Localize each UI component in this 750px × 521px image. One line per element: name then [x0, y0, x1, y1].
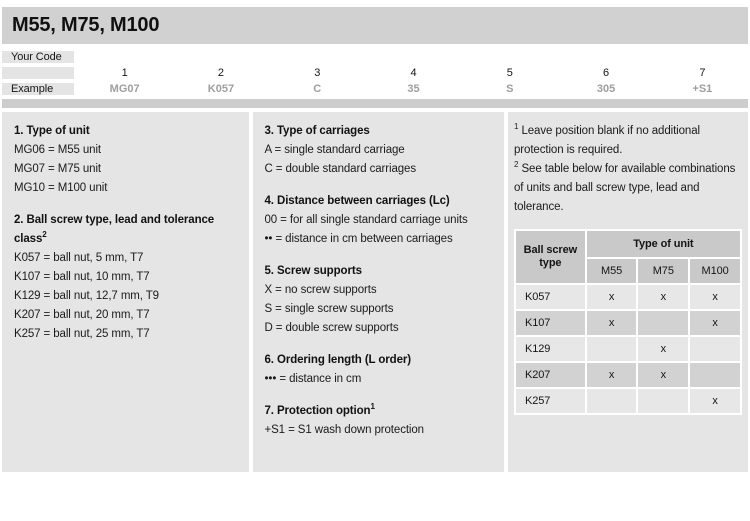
- availability-mark: [638, 311, 688, 335]
- legend-column-3: [508, 112, 748, 472]
- legend-item: K129 = ball nut, 12,7 mm, T9: [14, 290, 159, 302]
- table-row: [516, 285, 740, 309]
- availability-mark: x: [638, 285, 688, 309]
- your-code-cell: [175, 51, 266, 63]
- position-number: 3: [314, 67, 321, 79]
- legend-item: K207 = ball nut, 20 mm, T7: [14, 309, 150, 321]
- table-row: [516, 389, 740, 413]
- example-value: 305: [596, 83, 616, 95]
- screw-type-cell: K107: [516, 311, 585, 335]
- combination-table: [514, 229, 742, 415]
- unit-header-m75: M75: [638, 259, 688, 283]
- availability-mark: [638, 389, 688, 413]
- legend-item: ••• = distance in cm: [264, 373, 362, 385]
- legend-column-2: [253, 112, 505, 472]
- legend-item: D = double screw supports: [264, 322, 399, 334]
- position-number: 4: [410, 67, 417, 79]
- example-value: 35: [407, 83, 420, 95]
- table-row: [516, 337, 740, 361]
- section-heading: [14, 211, 241, 249]
- legend-item: 00 = for all single standard carriage units: [264, 214, 468, 226]
- legend-column-1: [2, 112, 249, 472]
- section-heading: [265, 351, 497, 370]
- availability-mark: x: [690, 389, 740, 413]
- section-heading-sup: 2: [42, 230, 47, 240]
- your-code-label: Your Code: [2, 51, 74, 63]
- page-title: M55, M75, M100: [12, 14, 160, 36]
- footnote-2: [514, 160, 742, 217]
- unit-header-m100: M100: [690, 259, 740, 283]
- legend-item: S = single screw supports: [264, 303, 394, 315]
- position-number: 2: [217, 67, 224, 79]
- section-ordering-length: [265, 351, 497, 389]
- example-value: C: [313, 83, 322, 95]
- footnote-marker: 1: [514, 122, 519, 132]
- legend-item: A = single standard carriage: [264, 144, 405, 156]
- availability-mark: [690, 363, 740, 387]
- availability-mark: x: [690, 285, 740, 309]
- legend-item: K107 = ball nut, 10 mm, T7: [14, 271, 150, 283]
- combination-table-wrap: [514, 229, 742, 415]
- section-heading-text: 5. Screw supports: [264, 265, 362, 277]
- legend-item: MG06 = M55 unit: [14, 144, 102, 156]
- section-type-of-unit: [14, 122, 241, 198]
- example-value: K057: [207, 83, 235, 95]
- your-code-cell: [368, 51, 459, 63]
- ordering-code-table: [2, 51, 748, 95]
- legend-item: C = double standard carriages: [264, 163, 416, 175]
- availability-mark: [587, 389, 637, 413]
- section-heading: [265, 192, 497, 211]
- title-bar: [2, 7, 748, 44]
- position-number: 6: [603, 67, 610, 79]
- screw-type-cell: K057: [516, 285, 585, 309]
- footnote-text: See table below for available combinations of units and ball screw type, lead and tolerance.: [514, 163, 736, 213]
- legend-item: •• = distance in cm between carriages: [264, 233, 453, 245]
- availability-mark: [690, 337, 740, 361]
- position-number: 1: [121, 67, 128, 79]
- ball-screw-type-header: Ball screw type: [516, 231, 585, 283]
- availability-mark: x: [587, 363, 637, 387]
- position-number: 7: [699, 67, 706, 79]
- availability-mark: x: [690, 311, 740, 335]
- screw-type-cell: K129: [516, 337, 585, 361]
- section-heading-text: 1. Type of unit: [14, 125, 90, 137]
- section-heading: [265, 262, 497, 281]
- availability-mark: [587, 337, 637, 361]
- your-code-cell: [657, 51, 748, 63]
- section-heading: [14, 122, 241, 141]
- legend-body: [2, 112, 748, 472]
- section-heading-sup: 1: [370, 402, 375, 412]
- section-heading-text: 6. Ordering length (L order): [264, 354, 411, 366]
- example-value: +S1: [692, 83, 713, 95]
- availability-mark: x: [587, 311, 637, 335]
- section-heading: [265, 122, 497, 141]
- legend-item: +S1 = S1 wash down protection: [264, 424, 424, 436]
- section-distance-between-carriages: [265, 192, 497, 249]
- screw-type-cell: K207: [516, 363, 585, 387]
- table-row: [516, 363, 740, 387]
- example-label: Example: [2, 83, 74, 95]
- section-heading-text: 3. Type of carriages: [264, 125, 370, 137]
- position-row-spacer: [2, 67, 74, 79]
- separator-band: [2, 99, 748, 108]
- section-heading: [265, 402, 497, 421]
- footnote-marker: 2: [514, 160, 519, 170]
- legend-item: MG10 = M100 unit: [14, 182, 108, 194]
- your-code-cell: [560, 51, 651, 63]
- your-code-cell: [79, 51, 170, 63]
- legend-item: K257 = ball nut, 25 mm, T7: [14, 328, 150, 340]
- example-value: MG07: [109, 83, 140, 95]
- unit-header-m55: M55: [587, 259, 637, 283]
- section-heading-text: 4. Distance between carriages (Lc): [264, 195, 450, 207]
- type-of-unit-header: Type of unit: [587, 231, 740, 257]
- availability-mark: x: [587, 285, 637, 309]
- section-screw-supports: [265, 262, 497, 338]
- legend-item: MG07 = M75 unit: [14, 163, 102, 175]
- footnote-text: Leave position blank if no additional protection is required.: [514, 125, 700, 156]
- availability-mark: x: [638, 363, 688, 387]
- section-ball-screw-type: [14, 211, 241, 344]
- section-protection-option: [265, 402, 497, 440]
- screw-type-cell: K257: [516, 389, 585, 413]
- availability-mark: x: [638, 337, 688, 361]
- table-row: [516, 311, 740, 335]
- section-type-of-carriages: [265, 122, 497, 179]
- position-number: 5: [506, 67, 513, 79]
- footnote-1: [514, 122, 742, 160]
- legend-item: X = no screw supports: [264, 284, 377, 296]
- section-heading-text: 2. Ball screw type, lead and tolerance class: [14, 214, 215, 245]
- section-heading-text: 7. Protection option: [264, 405, 371, 417]
- your-code-cell: [272, 51, 363, 63]
- your-code-cell: [464, 51, 555, 63]
- legend-item: K057 = ball nut, 5 mm, T7: [14, 252, 144, 264]
- example-value: S: [506, 83, 514, 95]
